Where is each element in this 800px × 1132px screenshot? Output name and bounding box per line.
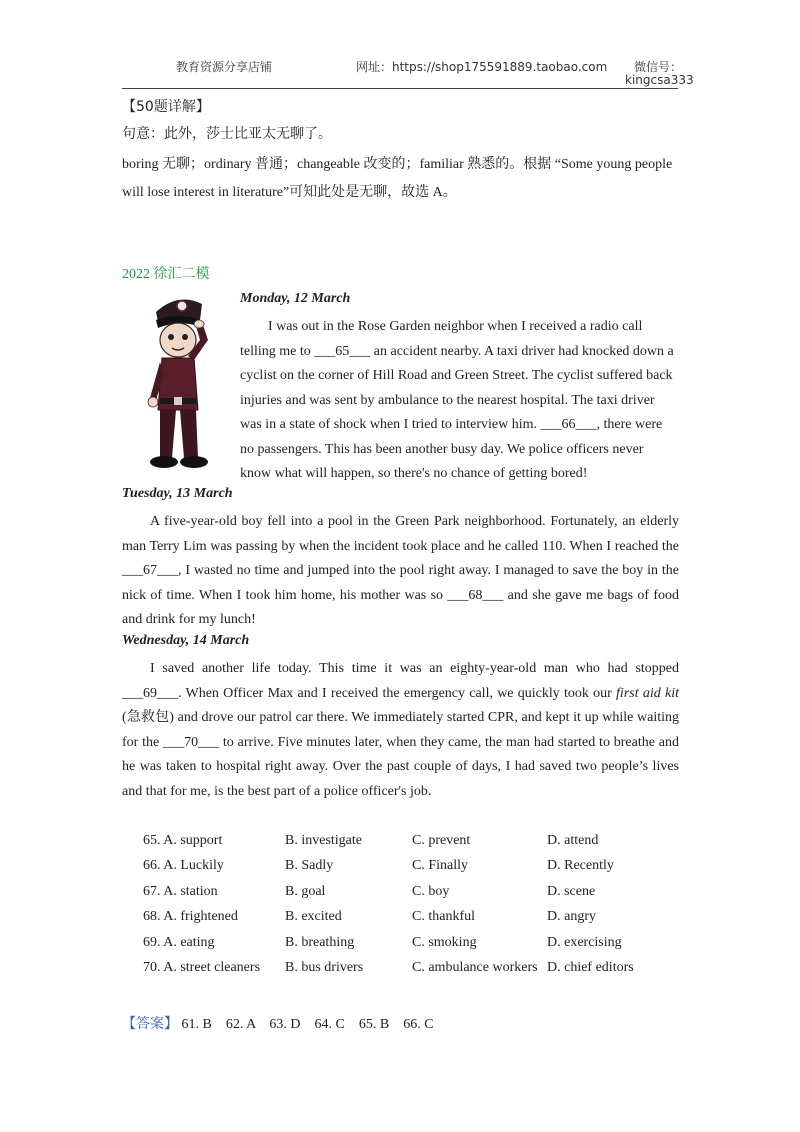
- police-officer-image: [138, 290, 218, 472]
- wednesday-text-b: (急救包) and drove our patrol car there. We immediately started CPR, and kept it up while waiting for the ___70___ to arrive. Five minutes later, when they came, the man had started to breathe and he was taken to hospital right away. Over the past couple of days, I had saved two people’s lives and that for me, is the best part of a police officer's job.: [122, 710, 679, 799]
- option-a: 67. A. station: [143, 884, 218, 899]
- monday-line: no passengers. This has been another busy day. We police officers never: [240, 441, 644, 457]
- option-d: D. Recently: [547, 858, 614, 873]
- option-c: C. prevent: [412, 833, 471, 848]
- diary-monday-text: [240, 315, 679, 487]
- option-b: B. Sadly: [285, 858, 334, 873]
- monday-line: telling me to ___65___ an accident nearby. A taxi driver had knocked down a: [240, 343, 674, 359]
- q50-explain-line2: will lose interest in literature”可知此处是无聊，故选 A。: [122, 185, 457, 200]
- answer-text: 61. B 62. A 63. D 64. C 65. B 66. C: [181, 1017, 434, 1032]
- option-d: D. scene: [547, 884, 596, 899]
- option-d: D. exercising: [547, 935, 622, 950]
- monday-line: cyclist on the corner of Hill Road and Green Street. The cyclist suffered back: [240, 368, 673, 383]
- option-c: C. thankful: [412, 909, 475, 924]
- option-c: C. Finally: [412, 858, 469, 873]
- option-b: B. investigate: [285, 833, 362, 848]
- option-c: C. smoking: [412, 935, 477, 950]
- diary-date-tuesday: Tuesday, 13 March: [122, 486, 233, 501]
- monday-line: was in a state of shock when I tried to interview him. ___66___, there were: [240, 417, 663, 432]
- option-d: D. attend: [547, 833, 599, 848]
- option-c: C. ambulance workers: [412, 960, 538, 975]
- q50-explain-line1: boring 无聊；ordinary 普通；changeable 改变的；familiar 熟悉的。根据 “Some young people: [122, 157, 673, 172]
- answer-label: 【答案】: [122, 1016, 178, 1032]
- header-divider: [122, 88, 678, 89]
- diary-wednesday-text: [122, 657, 679, 804]
- option-a: 70. A. street cleaners: [143, 960, 261, 975]
- option-d: D. chief editors: [547, 960, 634, 975]
- diary-tuesday-text: A five-year-old boy fell into a pool in the Green Park neighborhood. Fortunately, an elderly man Terry Lim was passing by when the incident took place and he called 110. When I reached the ___67___, I wasted no time and jumped into the pool right away. I managed to save the boy in the nick of time. When I took him home, his mother was so ___68___ and she gave me bags of food and drink for my lunch!: [122, 514, 679, 627]
- header-shop-name: 教育资源分享店铺: [176, 60, 273, 74]
- header-wechat-label: 微信号：: [634, 60, 683, 74]
- q50-meaning: 句意：此外，莎士比亚太无聊了。: [122, 126, 332, 142]
- option-d: D. angry: [547, 909, 596, 924]
- option-a: 69. A. eating: [143, 935, 215, 950]
- source-label: 2022 徐汇二模: [122, 267, 210, 282]
- diary-date-monday: Monday, 12 March: [240, 291, 351, 306]
- option-c: C. boy: [412, 884, 450, 899]
- option-a: 65. A. support: [143, 833, 223, 848]
- q50-title: 【50题详解】: [122, 99, 210, 115]
- header-url[interactable]: 网址：https://shop175591889.taobao.com: [356, 60, 608, 74]
- option-a: 66. A. Luckily: [143, 858, 224, 873]
- option-b: B. goal: [285, 884, 326, 899]
- header-wechat-id: kingcsa333: [625, 73, 694, 87]
- answer-line: [122, 1013, 434, 1033]
- diary-date-wednesday: Wednesday, 14 March: [122, 633, 250, 648]
- monday-line: I was out in the Rose Garden neighbor when I received a radio call: [268, 319, 643, 334]
- option-b: B. bus drivers: [285, 960, 364, 975]
- monday-line: injuries and was sent by ambulance to the nearest hospital. The taxi driver: [240, 392, 655, 408]
- option-a: 68. A. frightened: [143, 909, 238, 924]
- monday-line: know what will happen, so there's no chance of getting bored!: [240, 466, 588, 481]
- option-b: B. breathing: [285, 935, 355, 950]
- option-b: B. excited: [285, 909, 342, 924]
- first-aid-kit-term: first aid kit: [616, 685, 679, 701]
- wednesday-text-a: I saved another life today. This time it was an eighty-year-old man who had stopped ___69___. When Officer Max and I received the emergency call, we quickly took our: [122, 661, 679, 701]
